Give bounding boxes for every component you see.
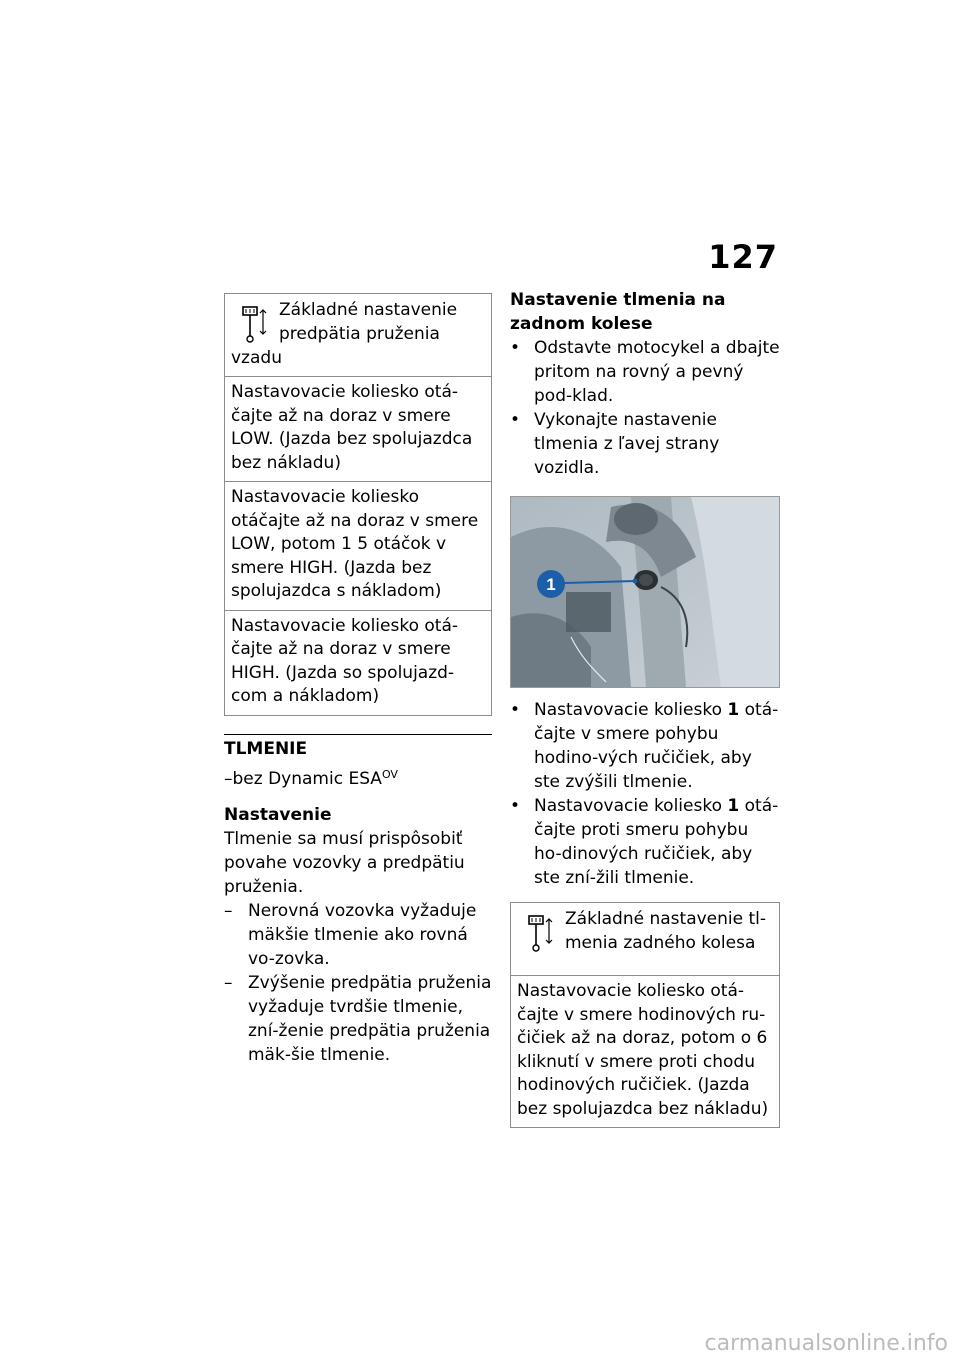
variant-text: –bez Dynamic ESA (224, 768, 382, 789)
spec-row: Nastavovacie koliesko otá-čajte v smere hodinových ru-čičiek až na doraz, potom o 6 kliknutí v smere proti chodu hodinových ručičiek. (Jazda bez spolujazdca bez nákladu) (517, 981, 769, 1119)
section-divider (224, 734, 492, 735)
variant-note (224, 763, 492, 791)
subheading: Nastavenie (224, 804, 332, 825)
list-item-text: Nastavovacie koliesko 1 otá-čajte proti smeru pohybu ho-dinových ručičiek, aby ste zní-žili tlmenie. (534, 796, 779, 888)
spec-row: Nastavovacie koliesko otá-čajte až na doraz v smere HIGH. (Jazda so spolujazd-com a nákladom) (231, 615, 459, 706)
photo-illustration (511, 497, 779, 687)
list-item-text: Odstavte motocykel a dbajte pritom na rovný a pevný pod-klad. (534, 338, 780, 406)
bullet-marker: • (510, 700, 521, 720)
spec-row: Nastavovacie koliesko otáčajte až na doraz v smere LOW, potom 1 5 otáčok v smere HIGH. (Jazda bez spolujazdca s nákladom) (225, 482, 491, 611)
list-item (224, 971, 492, 1067)
left-column (224, 293, 492, 1067)
spec-table-header (225, 294, 491, 377)
shock-absorber-icon (237, 304, 271, 344)
damping-spec-table (510, 902, 780, 1128)
list-item (224, 899, 492, 971)
list-item-text: Zvýšenie predpätia pruženia vyžaduje tvrdšie tlmenie, zní-ženie predpätia pruženia mäk-šie tlmenie. (248, 972, 492, 1065)
subheading: Nastavenie tlmenia na zadnom kolese (510, 290, 726, 334)
list-item-text: Nastavovacie koliesko 1 otá-čajte v smere pohybu hodino-vých ručičiek, aby ste zvýšili tlmenie. (534, 700, 779, 792)
callout-label: 1 (546, 575, 556, 594)
spec-row: Nastavovacie koliesko otá-čajte až na doraz v smere LOW. (Jazda bez spolujazdca bez nákladu) (225, 377, 491, 482)
section-title: TLMENIE (224, 738, 308, 759)
variant-sup: OV (381, 767, 398, 781)
dash-marker: – (224, 900, 233, 921)
list-item (510, 794, 780, 890)
dash-marker: – (224, 972, 233, 993)
list-item-text: Nerovná vozovka vyžaduje mäkšie tlmenie ako rovná vo-zovka. (248, 900, 477, 969)
bullet-marker: • (510, 338, 521, 358)
list-item (510, 408, 780, 480)
bullet-marker: • (510, 796, 521, 816)
damper-adjuster-photo (510, 496, 780, 688)
list-item (510, 336, 780, 408)
right-column (510, 288, 780, 1128)
watermark: carmanualsonline.info (704, 1331, 948, 1356)
list-item-text: Vykonajte nastavenie tlmenia z ľavej strany vozidla. (534, 410, 720, 478)
bullet-marker: • (510, 410, 521, 430)
spec-table-header-text: Základné nastavenie tl-menia zadného kolesa (565, 909, 767, 953)
page-number: 127 (708, 238, 778, 276)
paragraph: Tlmenie sa musí prispôsobiť povahe vozovky a predpätiu pruženia. (224, 828, 465, 897)
spec-table-header (511, 903, 779, 976)
spec-table-header-text: Základné nastavenie predpätia pruženia vzadu (231, 300, 458, 368)
list-item (510, 698, 780, 794)
shock-absorber-icon (523, 913, 557, 953)
preload-spec-table (224, 293, 492, 716)
